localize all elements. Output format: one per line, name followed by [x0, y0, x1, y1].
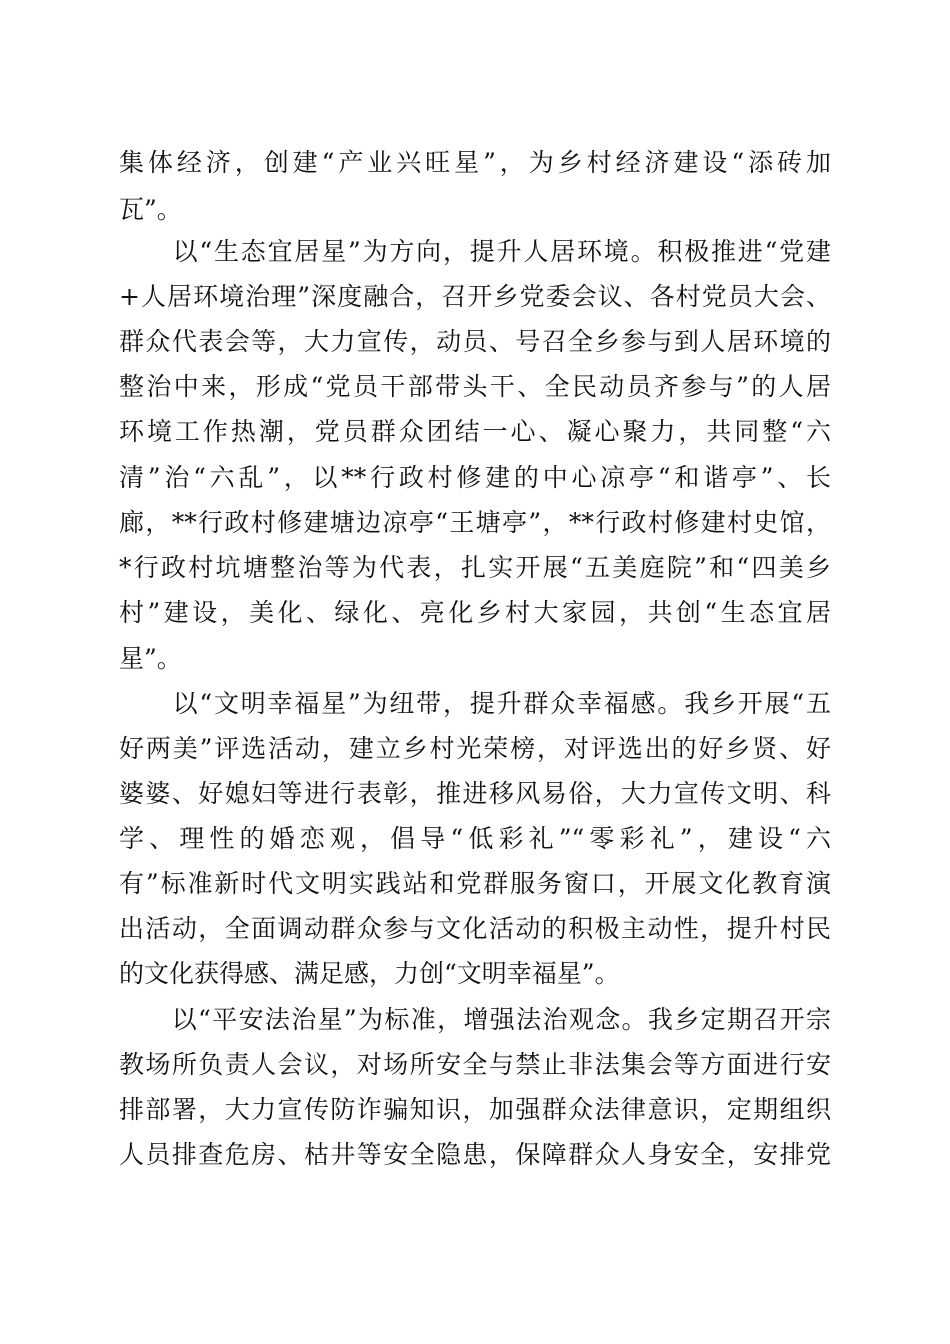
text-line: 出活动，全面调动群众参与文化活动的积极主动性，提升村民 — [119, 914, 831, 943]
text-line: 教场所负责人会议，对场所安全与禁止非法集会等方面进行安 — [119, 1050, 831, 1079]
text-line: 整治中来，形成“党员干部带头干、全民动员齐参与”的人居 — [119, 372, 831, 401]
text-line: 瓦”。 — [119, 195, 182, 224]
text-line: 以“平安法治星”为标准，增强法治观念。我乡定期召开宗 — [119, 1005, 831, 1034]
text-line: 婆婆、好媳妇等进行表彰，推进移风易俗，大力宣传文明、科 — [119, 779, 831, 808]
text-line: 以“生态宜居星”为方向，提升人居环境。积极推进“党建 — [119, 237, 831, 266]
text-line: +人居环境治理”深度融合，召开乡党委会议、各村党员大会、 — [119, 282, 831, 311]
text-line: 廊，**行政村修建塘边凉亭“王塘亭”，**行政村修建村史馆， — [119, 508, 831, 537]
text-line: 人员排查危房、枯井等安全隐患，保障群众人身安全，安排党 — [119, 1140, 831, 1169]
text-line: *行政村坑塘整治等为代表，扎实开展“五美庭院”和“四美乡 — [119, 553, 831, 582]
text-line: 以“文明幸福星”为纽带，提升群众幸福感。我乡开展“五 — [119, 689, 831, 718]
text-line: 学、理性的婚恋观，倡导“低彩礼”“零彩礼”，建设“六 — [119, 824, 831, 853]
text-line: 群众代表会等，大力宣传，动员、号召全乡参与到人居环境的 — [119, 327, 831, 356]
text-line: 好两美”评选活动，建立乡村光荣榜，对评选出的好乡贤、好 — [119, 734, 831, 763]
text-line: 集体经济，创建“产业兴旺星”，为乡村经济建设“添砖加 — [119, 148, 831, 177]
text-line: 排部署，大力宣传防诈骗知识，加强群众法律意识，定期组织 — [119, 1095, 831, 1124]
text-line: 清”治“六乱”，以**行政村修建的中心凉亭“和谐亭”、长 — [119, 463, 831, 492]
text-line: 村”建设，美化、绿化、亮化乡村大家园，共创“生态宜居 — [119, 598, 831, 627]
text-line: 星”。 — [119, 644, 182, 673]
text-line: 环境工作热潮，党员群众团结一心、凝心聚力，共同整“六 — [119, 417, 831, 446]
text-line: 的文化获得感、满足感，力创“文明幸福星”。 — [119, 959, 620, 988]
text-line: 有”标准新时代文明实践站和党群服务窗口，开展文化教育演 — [119, 869, 831, 898]
